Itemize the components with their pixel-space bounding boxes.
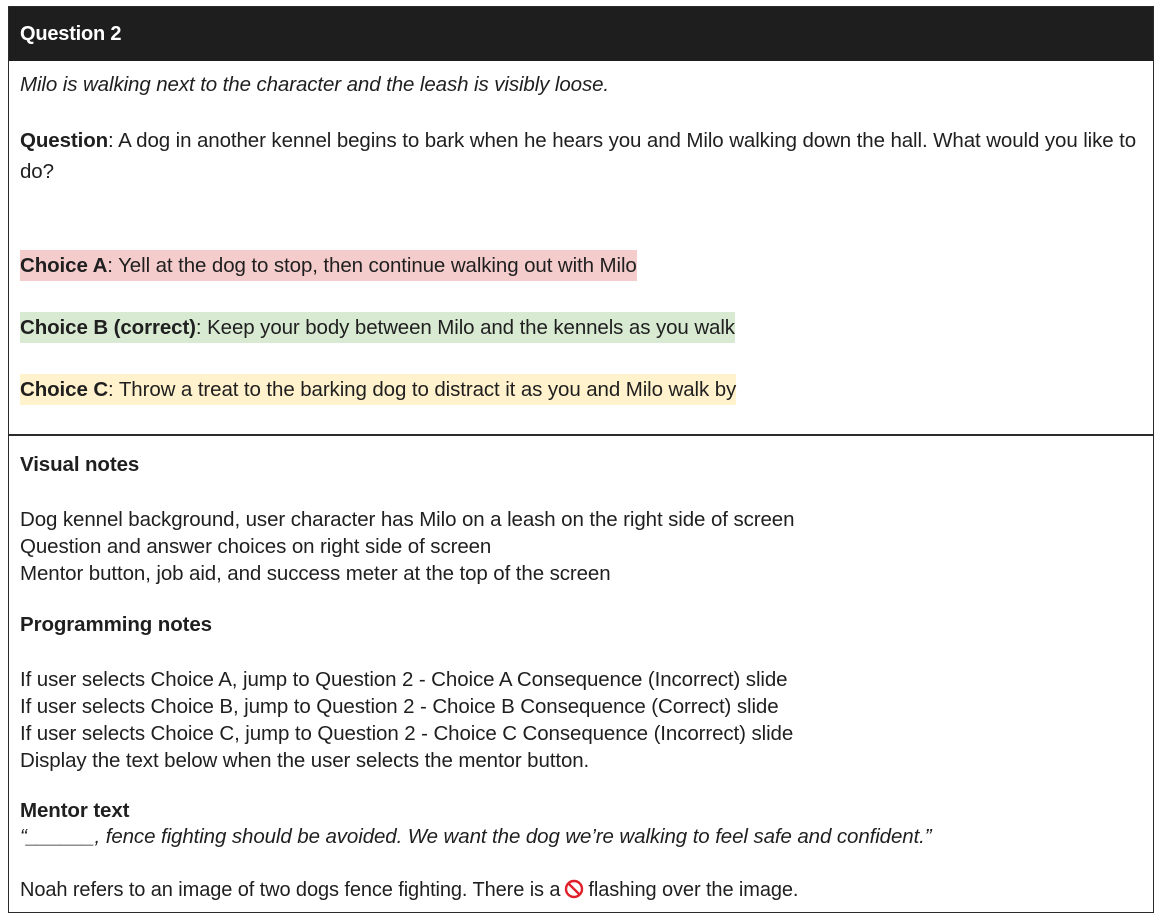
question-sheet bbox=[8, 6, 1154, 913]
mentor-open-quote: “ bbox=[20, 825, 27, 848]
choice-b bbox=[20, 312, 735, 343]
question-text bbox=[20, 125, 1140, 187]
programming-note-line: If user selects Choice A, jump to Question 2 - Choice A Consequence (Incorrect) slide bbox=[20, 668, 788, 691]
section-divider bbox=[9, 434, 1153, 436]
mentor-text: , fence fighting should be avoided. We want the dog we’re walking to feel safe and confident. bbox=[94, 825, 925, 848]
visual-note-line: Dog kennel background, user character has Milo on a leash on the right side of screen bbox=[20, 508, 795, 531]
choice-a-label: Choice A bbox=[20, 254, 108, 277]
mentor-close-quote: ” bbox=[924, 825, 932, 848]
choice-c bbox=[20, 374, 736, 405]
programming-note-line: Display the text below when the user selects the mentor button. bbox=[20, 749, 590, 772]
choice-c-label: Choice C bbox=[20, 378, 109, 401]
noah-note bbox=[20, 879, 798, 902]
mentor-blank: ______ bbox=[26, 825, 95, 848]
choice-b-label: Choice B (correct) bbox=[20, 316, 196, 339]
noah-note-after: flashing over the image. bbox=[588, 879, 799, 901]
programming-note-line: If user selects Choice B, jump to Question 2 - Choice B Consequence (Correct) slide bbox=[20, 695, 779, 718]
choice-c-text: : Throw a treat to the barking dog to distract it as you and Milo walk by bbox=[108, 378, 737, 401]
programming-notes-body bbox=[20, 666, 793, 774]
question-body: : A dog in another kennel begins to bark when he hears you and Milo walking down the hall. What would you like to do? bbox=[20, 129, 1137, 183]
mentor-text-title: Mentor text bbox=[20, 799, 130, 822]
visual-note-line: Question and answer choices on right side of screen bbox=[20, 535, 492, 558]
choice-a bbox=[20, 250, 637, 281]
choice-a-text: : Yell at the dog to stop, then continue walking out with Milo bbox=[107, 254, 637, 277]
programming-note-line: If user selects Choice C, jump to Question 2 - Choice C Consequence (Incorrect) slide bbox=[20, 722, 794, 745]
question-label: Question bbox=[20, 129, 109, 152]
visual-notes-body bbox=[20, 506, 794, 587]
programming-notes-title: Programming notes bbox=[20, 613, 212, 636]
prohibited-icon bbox=[564, 879, 584, 899]
scenario-text: Milo is walking next to the character and the leash is visibly loose. bbox=[20, 73, 610, 96]
question-header: Question 2 bbox=[9, 7, 1153, 61]
noah-note-before: Noah refers to an image of two dogs fence fighting. There is a bbox=[20, 879, 561, 901]
visual-note-line: Mentor button, job aid, and success meter at the top of the screen bbox=[20, 562, 611, 585]
visual-notes-title: Visual notes bbox=[20, 453, 140, 476]
choice-b-text: : Keep your body between Milo and the kennels as you walk bbox=[195, 316, 735, 339]
mentor-text-body bbox=[20, 825, 932, 849]
